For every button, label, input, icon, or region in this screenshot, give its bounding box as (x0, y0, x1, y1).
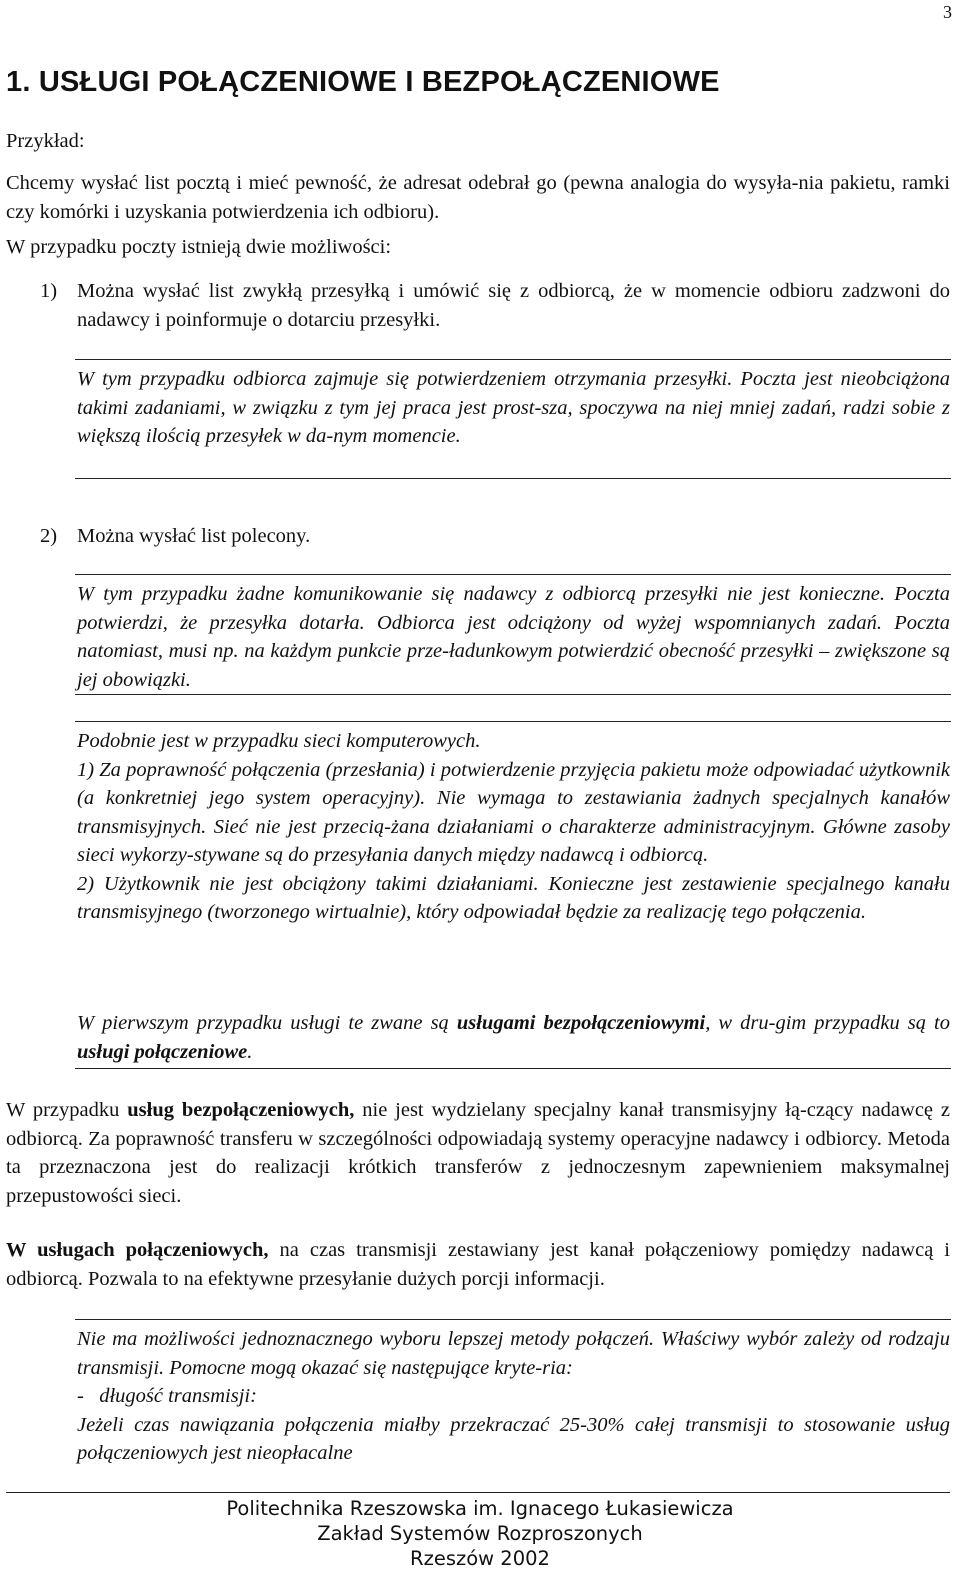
box1-top-rule (75, 359, 951, 360)
connection-paragraph (6, 1236, 950, 1293)
note-box-5-text: Nie ma możliwości jednoznacznego wyboru lepszej metody połączeń. Właściwy wybór zależy od rodzaju transmisji. Pomocne mogą okazać się następujące kryte-ria: (77, 1328, 950, 1379)
note-box-4-text-c: , w dru-gim przypadku są to (705, 1012, 950, 1034)
footer (0, 1496, 960, 1571)
list-item-1 (40, 277, 950, 334)
connectionless-paragraph (6, 1096, 950, 1210)
footer-university: Politechnika Rzeszowska im. Ignacego Łukasiewicza (226, 1497, 734, 1520)
note-box-2: W tym przypadku żadne komunikowanie się nadawcy z odbiorcą przesyłki nie jest konieczne. Poczta potwierdzi, że przesyłka dotarła. Odbiorca jest odciążony od wyżej wspomnianych zadań. Poczta natomiast, musi np. na każdym punkcie prze-ładunkowym potwierdzić obecność przesyłki – zwiększone są jej obowiązki. (77, 583, 950, 691)
para2-bold-term: W usługach połączeniowych, (6, 1239, 269, 1261)
box4-bottom-rule (75, 1068, 951, 1069)
list-item-2 (40, 522, 950, 551)
note-box-3 (77, 727, 950, 927)
note-box-3-intro: Podobnie jest w przypadku sieci komputerowych. (77, 730, 481, 752)
list-item-2-number: 2) (40, 525, 58, 547)
footer-rule (6, 1492, 950, 1493)
para1-bold-term: usług bezpołączeniowych, (127, 1099, 355, 1121)
footer-city-year: Rzeszów 2002 (410, 1547, 550, 1570)
note-box-3-point-1: 1) Za poprawność połączenia (przesłania) i potwierdzenie przyjęcia pakietu może odpowiadać użytkownik (a konkretniej jego system operacyjny). Nie wymaga to zestawiania żadnych specjalnych kanałów transmisyjnych. Sieć nie jest przecią-żana działaniami o charakterze administracyjnym. Główne zasoby sieci wykorzy-stywane są do przesyłania danych między nadawcą i odbiorcą. (77, 758, 950, 866)
box5-top-rule (75, 1319, 951, 1320)
para1-text-a: W przypadku (6, 1099, 128, 1121)
note-box-1: W tym przypadku odbiorca zajmuje się potwierdzeniem otrzymania przesyłki. Poczta jest nieobciążona takimi zadaniami, w związku z tym jej praca jest prost-sza, spoczywa na niej mniej zadań, radzi sobie z większą ilością przesyłek w da-nym momencie. (77, 368, 950, 447)
list-item-1-number: 1) (40, 280, 58, 302)
list-item-2-text: Można wysłać list polecony. (77, 525, 311, 547)
section-heading: 1. USŁUGI POŁĄCZENIOWE I BEZPOŁĄCZENIOWE (6, 66, 720, 98)
para1-text-c: nie jest wydzielany specjalny kanał transmisyjny łą-czący nadawcę z odbiorcą. Za poprawność transferu w szczególności odpowiadają systemy operacyjne nadawcy i odbiorcy. Metoda ta przeznaczona jest do realizacji krótkich transferów z jednoczesnym zapewnieniem maksymalnej przepustowości sieci. (6, 1099, 950, 1207)
note-box-3-point-2: 2) Użytkownik nie jest obciążony takimi działaniami. Konieczne jest zestawienie specjalnego kanału transmisyjnego (tworzonego wirtualnie), który odpowiadał będzie za realizację tego połączenia. (77, 872, 950, 923)
box2-bottom-rule (75, 694, 951, 695)
note-box-4 (77, 1009, 950, 1066)
note-box-5-criterion: - długość transmisji: (77, 1385, 257, 1407)
term-connection-oriented: usługi połączeniowe (77, 1040, 248, 1063)
box2-top-rule (75, 574, 951, 575)
note-box-5-detail: Jeżeli czas nawiązania połączenia miałby przekraczać 25-30% całej transmisji to stosowanie usług połączeniowych jest nieopłacalne (77, 1413, 950, 1464)
page-number: 3 (943, 2, 952, 22)
intro-paragraph: Chcemy wysłać list pocztą i mieć pewność, że adresat odebrał go (pewna analogia do wysyła-nia pakietu, ramki czy komórki i uzyskania potwierdzenia ich odbioru). (6, 172, 950, 223)
possibilities-text: W przypadku poczty istnieją dwie możliwości: (6, 236, 392, 258)
note-box-5 (77, 1325, 950, 1468)
note-box-4-text-a: W pierwszym przypadku usługi te zwane są (77, 1012, 457, 1034)
box1-bottom-rule (75, 478, 951, 479)
term-connectionless: usługami bezpołączeniowymi (456, 1012, 706, 1034)
box3-top-rule (75, 721, 951, 722)
example-label: Przykład: (6, 130, 85, 152)
list-item-1-text: Można wysłać list zwykłą przesyłką i umówić się z odbiorcą, że w momencie odbioru zadzwoni do nadawcy i poinformuje o dotarciu przesyłki. (77, 280, 950, 331)
note-box-4-text-e: . (247, 1040, 253, 1063)
para2-text-b: na czas transmisji zestawiany jest kanał połączeniowy pomiędzy nadawcą i odbiorcą. Pozwala to na efektywne przesyłanie dużych porcji informacji. (6, 1239, 950, 1290)
footer-department: Zakład Systemów Rozproszonych (317, 1522, 643, 1545)
